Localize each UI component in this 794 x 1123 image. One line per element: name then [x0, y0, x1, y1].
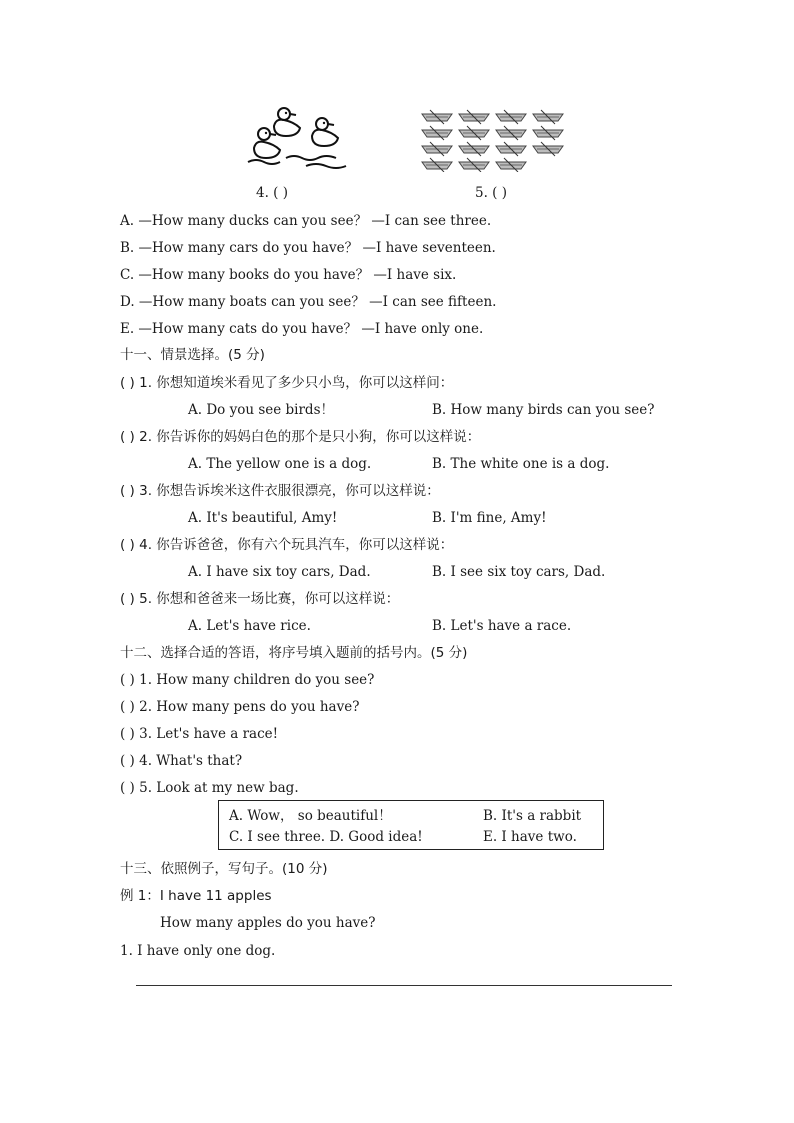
s11-q5-option-a: A. Let's have rice.	[188, 618, 311, 634]
s11-q2-option-a: A. The yellow one is a dog.	[188, 456, 372, 472]
boat-icon	[422, 142, 452, 156]
answer-options-box	[218, 800, 604, 850]
s11-q5-option-b: B. Let's have a race.	[432, 618, 572, 634]
s11-q1: ( ) 1. 你想知道埃米看见了多少只小鸟，你可以这样问：	[120, 375, 454, 391]
box-row2-right: E. I have two.	[483, 829, 577, 845]
boat-icon	[422, 158, 452, 172]
s12-q4: ( ) 4. What's that?	[120, 753, 243, 769]
answer-writing-line[interactable]	[136, 985, 672, 986]
s12-q3: ( ) 3. Let's have a race!	[120, 726, 279, 742]
s11-q1-option-b: B. How many birds can you see?	[432, 402, 655, 418]
option-d: D. —How many boats can you see？ —I can see fifteen.	[120, 294, 497, 310]
boat-icon	[533, 110, 563, 124]
example-label: 例 1：I have 11 apples	[120, 888, 272, 904]
s13-q1: 1. I have only one dog.	[120, 943, 276, 959]
option-a: A. —How many ducks can you see？ —I can see three.	[120, 213, 492, 229]
boat-icon	[422, 126, 452, 140]
boat-icon	[533, 142, 563, 156]
boat-icon	[496, 126, 526, 140]
box-row1-left: A. Wow， so beautiful！	[229, 808, 392, 824]
ducks-picture	[246, 102, 350, 172]
boats-picture	[418, 106, 568, 172]
s11-q4-option-b: B. I see six toy cars, Dad.	[432, 564, 606, 580]
boat-icon	[459, 126, 489, 140]
boat-icon	[496, 110, 526, 124]
boat-icon	[459, 158, 489, 172]
picture-5-label: 5. ( )	[475, 185, 507, 201]
s11-q5: ( ) 5. 你想和爸爸来一场比赛，你可以这样说：	[120, 591, 400, 607]
option-c: C. —How many books do you have？ —I have six.	[120, 267, 457, 283]
boat-icon	[459, 110, 489, 124]
option-e: E. —How many cats do you have？ —I have only one.	[120, 321, 484, 337]
s11-q3-option-a: A. It's beautiful, Amy!	[188, 510, 338, 526]
s12-q5: ( ) 5. Look at my new bag.	[120, 780, 299, 796]
example-answer: How many apples do you have?	[160, 915, 376, 931]
s12-q1: ( ) 1. How many children do you see?	[120, 672, 375, 688]
section-11-title: 十一、情景选择。(5 分)	[120, 347, 265, 363]
s11-q4-option-a: A. I have six toy cars, Dad.	[188, 564, 371, 580]
s12-q2: ( ) 2. How many pens do you have?	[120, 699, 360, 715]
s11-q2: ( ) 2. 你告诉你的妈妈白色的那个是只小狗，你可以这样说：	[120, 429, 481, 445]
boat-icon	[422, 110, 452, 124]
boat-icon	[496, 158, 526, 172]
picture-4-label: 4. ( )	[256, 185, 288, 201]
option-b: B. —How many cars do you have？ —I have seventeen.	[120, 240, 496, 256]
s11-q3: ( ) 3. 你想告诉埃米这件衣服很漂亮，你可以这样说：	[120, 483, 440, 499]
section-12-title: 十二、选择合适的答语，将序号填入题前的括号内。(5 分)	[120, 645, 468, 661]
boat-icon	[533, 126, 563, 140]
boat-icon	[496, 142, 526, 156]
boat-icon	[459, 142, 489, 156]
s11-q1-option-a: A. Do you see birds！	[188, 402, 334, 418]
s11-q4: ( ) 4. 你告诉爸爸，你有六个玩具汽车，你可以这样说：	[120, 537, 454, 553]
box-row1-right: B. It's a rabbit	[483, 808, 582, 824]
box-row2-left: C. I see three. D. Good idea!	[229, 829, 423, 845]
section-13-title: 十三、依照例子，写句子。(10 分)	[120, 861, 328, 877]
s11-q2-option-b: B. The white one is a dog.	[432, 456, 610, 472]
s11-q3-option-b: B. I'm fine, Amy!	[432, 510, 547, 526]
